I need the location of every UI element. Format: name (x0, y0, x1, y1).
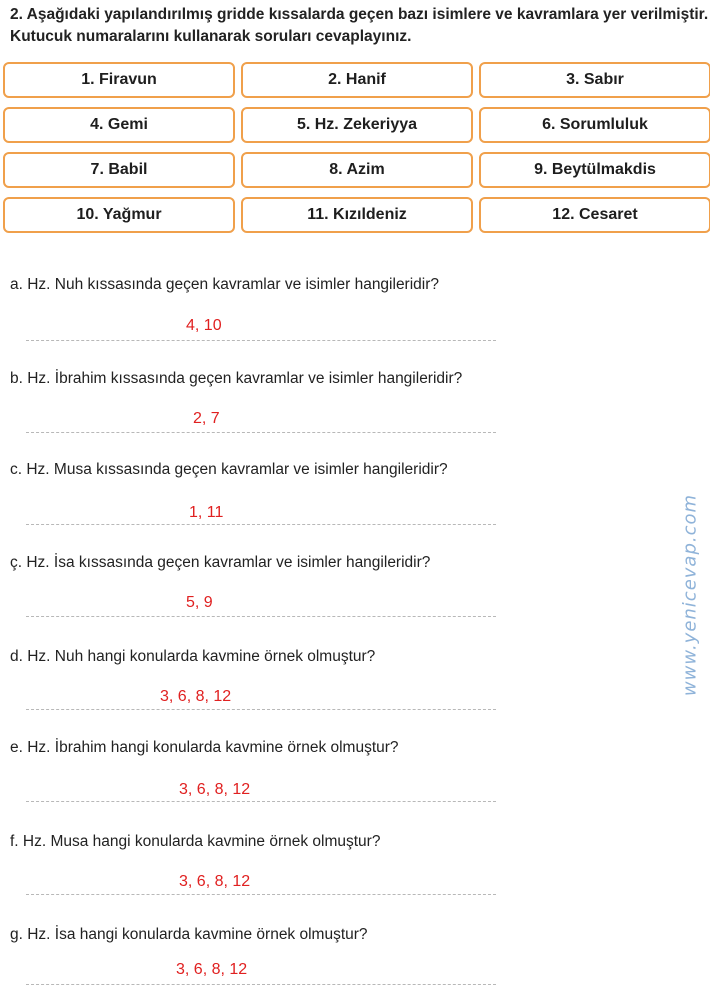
answer-b: 2, 7 (193, 410, 220, 427)
answer-line-e (26, 801, 496, 802)
question-c (10, 460, 570, 480)
grid-item-10: 10. Yağmur (3, 197, 235, 233)
question-cc (10, 553, 570, 573)
concept-grid (3, 62, 709, 233)
watermark: www.yenicevap.com (679, 493, 701, 697)
question-f (10, 832, 570, 852)
grid-item-9: 9. Beytülmakdis (479, 152, 710, 188)
answer-line-g (26, 984, 496, 985)
answer-line-b (26, 432, 496, 433)
answer-line-f (26, 894, 496, 895)
answer-a: 4, 10 (186, 317, 222, 334)
question-e (10, 738, 570, 758)
answer-d: 3, 6, 8, 12 (160, 688, 232, 705)
grid-item-7: 7. Babil (3, 152, 235, 188)
question-a (10, 275, 570, 295)
question-text: c. Hz. Musa kıssasında geçen kavramlar ve isimler hangileridir? (10, 461, 448, 478)
question-text: e. Hz. İbrahim hangi konularda kavmine örnek olmuştur? (10, 739, 399, 756)
grid-item-3: 3. Sabır (479, 62, 710, 98)
answer-c: 1, 11 (189, 504, 224, 521)
grid-item-6: 6. Sorumluluk (479, 107, 710, 143)
grid-item-2: 2. Hanif (241, 62, 473, 98)
question-d (10, 647, 570, 667)
answer-e: 3, 6, 8, 12 (179, 781, 251, 798)
grid-item-8: 8. Azim (241, 152, 473, 188)
question-b (10, 369, 570, 389)
question-text: g. Hz. İsa hangi konularda kavmine örnek olmuştur? (10, 926, 368, 943)
answer-line-a (26, 340, 496, 341)
answer-line-c (26, 524, 496, 525)
question-text: ç. Hz. İsa kıssasında geçen kavramlar ve isimler hangileridir? (10, 554, 431, 571)
question-text: a. Hz. Nuh kıssasında geçen kavramlar ve isimler hangileridir? (10, 276, 440, 293)
answer-g: 3, 6, 8, 12 (176, 961, 248, 978)
question-text: f. Hz. Musa hangi konularda kavmine örnek olmuştur? (10, 833, 381, 850)
instruction-text: 2. Aşağıdaki yapılandırılmış gridde kıssalarda geçen bazı isimlere ve kavramlara yer verilmiştir. Kutucuk numaralarını kullanarak soruları cevaplayınız. (10, 6, 709, 45)
grid-item-11: 11. Kızıldeniz (241, 197, 473, 233)
question-g (10, 925, 570, 945)
answer-line-cc (26, 616, 496, 617)
grid-item-12: 12. Cesaret (479, 197, 710, 233)
question-text: d. Hz. Nuh hangi konularda kavmine örnek olmuştur? (10, 648, 376, 665)
answer-f: 3, 6, 8, 12 (179, 873, 251, 890)
grid-item-4: 4. Gemi (3, 107, 235, 143)
grid-item-1: 1. Firavun (3, 62, 235, 98)
answer-line-d (26, 709, 496, 710)
answer-cc: 5, 9 (186, 594, 213, 611)
grid-item-5: 5. Hz. Zekeriyya (241, 107, 473, 143)
question-text: b. Hz. İbrahim kıssasında geçen kavramlar ve isimler hangileridir? (10, 370, 463, 387)
